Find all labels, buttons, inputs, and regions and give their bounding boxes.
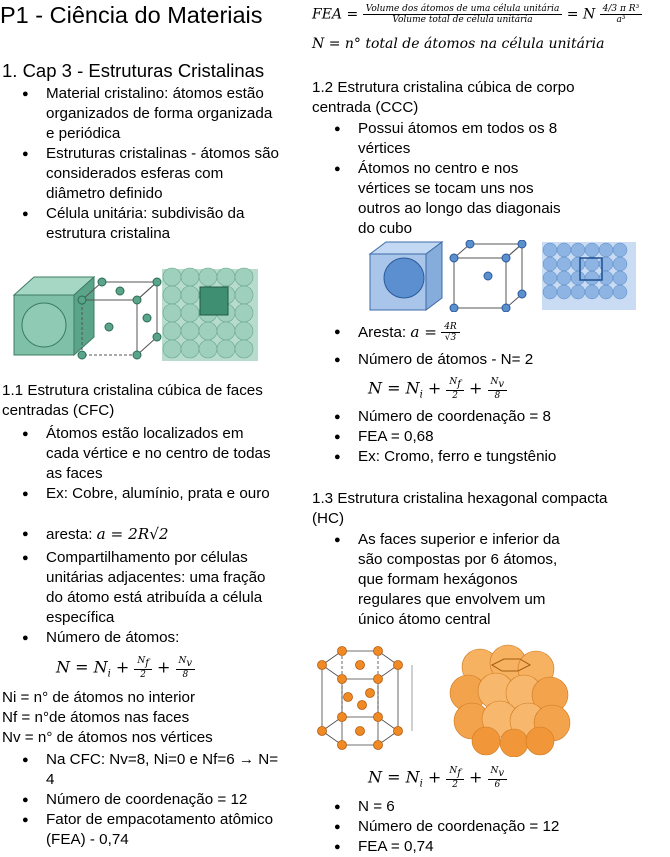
list-item: ● Número de coordenação = 12	[312, 817, 612, 837]
section-heading-hc: 1.3 Estrutura cristalina hexagonal compacta (HC)	[312, 490, 608, 527]
list-item: ● Número de coordenação = 8	[312, 407, 612, 427]
list-item: ● As faces superior e inferior da são compostas por 6 átomos, que formam hexágonos regulares que envolvem um único átomo central	[312, 530, 582, 630]
list-item: ● Átomos no centro e nos vértices se tocam uns nos outros ao longo das diagonais do cubo	[312, 159, 572, 239]
ccc-bullet-list-3	[312, 407, 612, 467]
cap3-bullet-list	[0, 84, 280, 244]
list-item: ● Compartilhamento por células unitárias adjacentes: uma fração do átomo está atribuída a célula específica	[0, 548, 280, 628]
cfc-bullet-list-2	[0, 750, 280, 850]
list-item: ● Célula unitária: subdivisão da estrutura cristalina	[0, 204, 280, 244]
cfc-bullet-list	[0, 424, 280, 648]
list-item: ● N = 6	[312, 797, 612, 817]
ccc-bullet-list-2	[312, 322, 612, 370]
section-heading-cfc: 1.1 Estrutura cristalina cúbica de faces centradas (CFC)	[2, 382, 263, 419]
ccc-atom-count-formula: $N = N_i$ + $\frac{N_f}{2}$ + $\frac{N_v}{8}$	[368, 377, 507, 401]
list-item	[0, 524, 280, 548]
hc-illustration	[312, 635, 602, 757]
list-item: ● Fator de empacotamento atômico (FEA) - 0,74	[0, 810, 280, 850]
fea-formula: FEA = Volume dos átomos de uma célula unitária Volume total de célula unitária = N $\frac{\text{4/3 π R³}}{\text{a³}}$	[312, 4, 642, 25]
ccc-lattice	[542, 242, 636, 310]
page-title: P1 - Ciência do Materiais	[0, 2, 263, 28]
ccc-illustration	[368, 240, 638, 312]
list-item: ● Possui átomos em todos os 8 vértices	[312, 119, 572, 159]
def-nf: Nf = n°de átomos nas faces	[2, 709, 190, 726]
fea-n-definition: N = n° total de átomos na célula unitária	[312, 36, 605, 52]
def-nv: Nv = n° de átomos nos vértices	[2, 729, 213, 746]
cfc-lattice	[162, 268, 258, 361]
cfc-atom-count-formula: $N = N_i$ + $\frac{N_f}{2}$ + $\frac{N_v}{8}$	[56, 656, 195, 680]
list-item: ● Número de átomos - N= 2	[312, 350, 612, 370]
list-item: ● Ex: Cromo, ferro e tungstênio	[312, 447, 612, 467]
hc-bullet-list-2	[312, 797, 612, 857]
section-heading-ccc: 1.2 Estrutura cristalina cúbica de corpo centrada (CCC)	[312, 79, 575, 116]
list-item: ● Material cristalino: átomos estão organizados de forma organizada e periódica	[0, 84, 280, 144]
ccc-bullet-list	[312, 119, 572, 239]
list-item: ● Aresta: a = $\frac{4R}{√3}$	[312, 322, 612, 350]
list-item: ● Número de átomos:	[0, 628, 280, 648]
def-ni: Ni = n° de átomos no interior	[2, 689, 196, 706]
ccc-aresta-label: Aresta:	[358, 324, 411, 341]
hc-reduced-sphere-cell	[318, 647, 413, 750]
list-item: ● Átomos estão localizados em cada vértice e no centro de todas as faces	[0, 424, 280, 484]
cfc-aresta-formula: a = 2R√2	[96, 525, 169, 543]
cfc-aresta-label: aresta:	[46, 526, 97, 543]
list-item: ● FEA = 0,74	[312, 837, 612, 857]
list-item: ● FEA = 0,68	[312, 427, 612, 447]
ccc-hard-sphere-cell	[370, 242, 442, 310]
hc-atom-count-formula: $N = N_i$ + $\frac{N_f}{2}$ + $\frac{N_v}{6}$	[368, 766, 507, 790]
list-item: ● Ex: Cobre, alumínio, prata e ouro	[0, 484, 280, 524]
section-heading-cap3: 1. Cap 3 - Estruturas Cristalinas	[2, 60, 265, 81]
ccc-reduced-sphere-cell	[450, 240, 526, 312]
list-item: ● Número de coordenação = 12	[0, 790, 280, 810]
cfc-illustration	[10, 265, 260, 365]
hc-bullet-list	[312, 530, 582, 630]
hc-sphere-lattice	[450, 645, 570, 757]
list-item: ● Estruturas cristalinas - átomos são considerados esferas com diâmetro definido	[0, 144, 280, 204]
ccc-aresta-fraction: $\frac{4R}{√3}$	[441, 322, 460, 343]
list-item: ● Na CFC: Nv=8, Ni=0 e Nf=6 → N= 4	[0, 750, 280, 790]
